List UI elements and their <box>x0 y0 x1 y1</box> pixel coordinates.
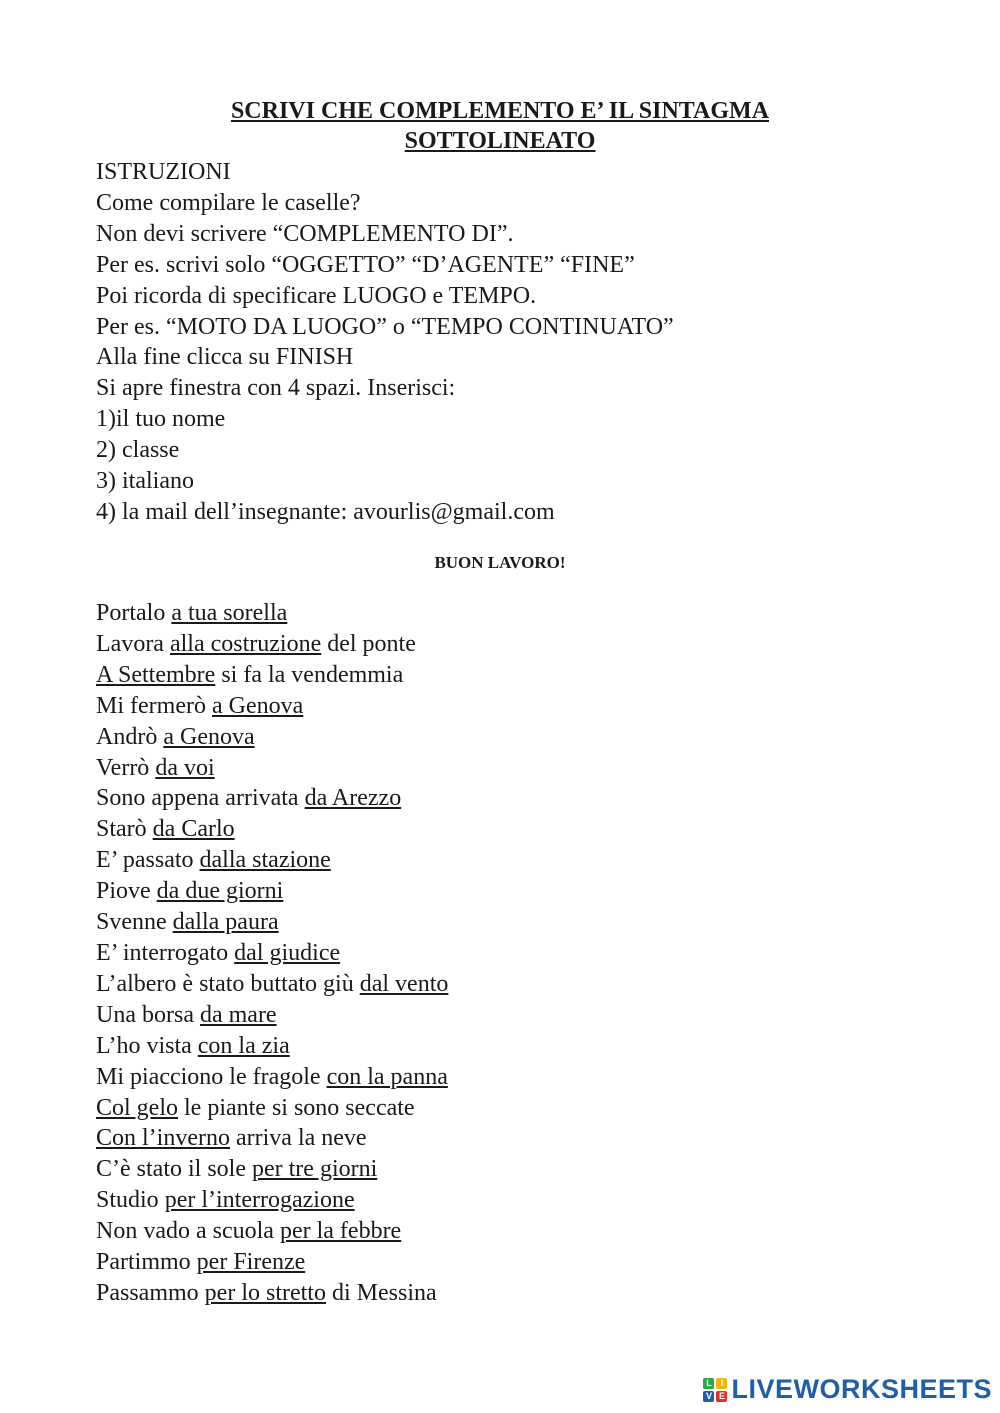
instruction-line: 2) classe <box>96 437 180 464</box>
instruction-line: Per es. “MOTO DA LUOGO” o “TEMPO CONTINUATO” <box>96 313 674 340</box>
underlined-phrase: a Genova <box>211 692 304 719</box>
page-title <box>96 96 904 156</box>
underlined-phrase: A Settembre <box>96 661 216 688</box>
sentence-text-before: Andrò <box>96 723 164 750</box>
instruction-line: ISTRUZIONI <box>96 159 231 185</box>
exercise-sentence <box>96 783 448 814</box>
underlined-phrase: dalla paura <box>172 909 279 936</box>
sentence-text-before: E’ passato <box>96 847 200 874</box>
logo-letter-tile: E <box>716 1391 727 1402</box>
exercise-sentence <box>96 1247 448 1278</box>
underlined-phrase: Con l’inverno <box>96 1125 230 1152</box>
sentence-text-after: di Messina <box>325 1279 437 1306</box>
exercise-sentence <box>96 629 448 660</box>
exercise-sentence <box>96 1216 448 1247</box>
exercise-sentence <box>96 814 448 845</box>
exercise-sentence <box>96 1154 448 1185</box>
page-title-line-2: SOTTOLINEATO <box>404 128 596 154</box>
sentence-text-before: Portalo <box>96 600 172 626</box>
exercise-sentence <box>96 1031 448 1062</box>
exercise-sentence <box>96 1093 448 1124</box>
sentence-text-before: Lavora <box>96 630 170 657</box>
exercise-sentence <box>96 1062 448 1093</box>
exercise-sentence <box>96 1278 448 1309</box>
underlined-phrase: da mare <box>199 1001 277 1028</box>
exercise-sentence <box>96 753 448 784</box>
underlined-phrase: da Carlo <box>152 816 235 843</box>
exercise-sentence <box>96 845 448 876</box>
underlined-phrase: dal vento <box>359 970 449 997</box>
liveworksheets-logo-text: LIVEWORKSHEETS <box>731 1374 992 1404</box>
liveworksheets-logo-icon <box>703 1378 727 1402</box>
underlined-phrase: per tre giorni <box>251 1156 378 1183</box>
instruction-line: 3) italiano <box>96 468 194 495</box>
underlined-phrase: dal giudice <box>234 939 341 966</box>
underlined-phrase: dalla stazione <box>199 847 331 874</box>
instruction-line: 1)il tuo nome <box>96 406 226 433</box>
logo-letter-tile: I <box>716 1378 727 1389</box>
exercise-sentence <box>96 660 448 691</box>
instruction-line: Alla fine clicca su FINISH <box>96 344 354 371</box>
underlined-phrase: con la zia <box>197 1032 290 1059</box>
underlined-phrase: da due giorni <box>156 878 284 905</box>
instruction-line: Poi ricorda di specificare LUOGO e TEMPO. <box>96 282 537 309</box>
underlined-phrase: per l’interrogazione <box>164 1187 355 1214</box>
instruction-line: Come compilare le caselle? <box>96 189 361 216</box>
sentence-text-before: Una borsa <box>96 1001 200 1028</box>
instruction-line: Non devi scrivere “COMPLEMENTO DI”. <box>96 220 514 247</box>
sentence-text-before: Non vado a scuola <box>96 1218 280 1245</box>
exercise-sentence <box>96 938 448 969</box>
sentence-text-after: arriva la neve <box>229 1125 367 1152</box>
exercise-sentence <box>96 1000 448 1031</box>
underlined-phrase: a tua sorella <box>171 600 288 626</box>
sentence-text-after: del ponte <box>321 630 416 657</box>
closing-heading: BUON LAVORO! <box>434 553 566 572</box>
exercise-sentence <box>96 722 448 753</box>
sentence-text-before: Partimmo <box>96 1249 197 1276</box>
instruction-line: Per es. scrivi solo “OGGETTO” “D’AGENTE” “FINE” <box>96 251 635 278</box>
sentence-text-before: Passammo <box>96 1279 205 1306</box>
underlined-phrase: con la panna <box>326 1063 448 1090</box>
sentence-text-before: Piove <box>96 878 157 905</box>
exercise-sentence <box>96 1123 448 1154</box>
underlined-phrase: per la febbre <box>279 1218 402 1245</box>
exercise-sentence <box>96 691 448 722</box>
sentence-text-after: le piante si sono seccate <box>178 1094 415 1121</box>
underlined-phrase: per lo stretto <box>204 1279 326 1306</box>
underlined-phrase: a Genova <box>163 723 255 750</box>
exercise-sentence <box>96 1185 448 1216</box>
sentence-text-before: Svenne <box>96 909 173 936</box>
instruction-line: 4) la mail dell’insegnante: avourlis@gmail.com <box>96 498 555 525</box>
underlined-phrase: Col gelo <box>96 1094 178 1121</box>
sentence-text-before: E’ interrogato <box>96 939 235 966</box>
underlined-phrase: per Firenze <box>196 1249 306 1276</box>
sentence-text-before: L’ho vista <box>96 1032 198 1059</box>
sentence-text-before: Verrò <box>96 754 156 781</box>
sentence-text-before: Starò <box>96 816 153 843</box>
logo-letter-tile: V <box>703 1391 714 1402</box>
underlined-phrase: da Arezzo <box>304 785 402 812</box>
page-title-line-1: SCRIVI CHE COMPLEMENTO E’ IL SINTAGMA <box>230 98 770 124</box>
underlined-phrase: da voi <box>155 754 215 781</box>
sentence-text-before: Sono appena arrivata <box>96 785 305 812</box>
sentence-text-before: Mi fermerò <box>96 692 212 719</box>
exercise-sentence <box>96 598 448 629</box>
exercise-sentence <box>96 876 448 907</box>
instructions-list <box>96 157 674 528</box>
exercise-sentence <box>96 969 448 1000</box>
instruction-line: Si apre finestra con 4 spazi. Inserisci: <box>96 375 456 402</box>
exercise-list <box>96 598 448 1309</box>
sentence-text-before: C’è stato il sole <box>96 1156 252 1183</box>
sentence-text-before: Mi piacciono le fragole <box>96 1063 327 1090</box>
logo-letter-tile: L <box>703 1378 714 1389</box>
sentence-text-after: si fa la vendemmia <box>215 661 404 688</box>
liveworksheets-logo <box>703 1374 992 1405</box>
sentence-text-before: L’albero è stato buttato giù <box>96 970 360 997</box>
sentence-text-before: Studio <box>96 1187 165 1214</box>
underlined-phrase: alla costruzione <box>169 630 322 657</box>
exercise-sentence <box>96 907 448 938</box>
